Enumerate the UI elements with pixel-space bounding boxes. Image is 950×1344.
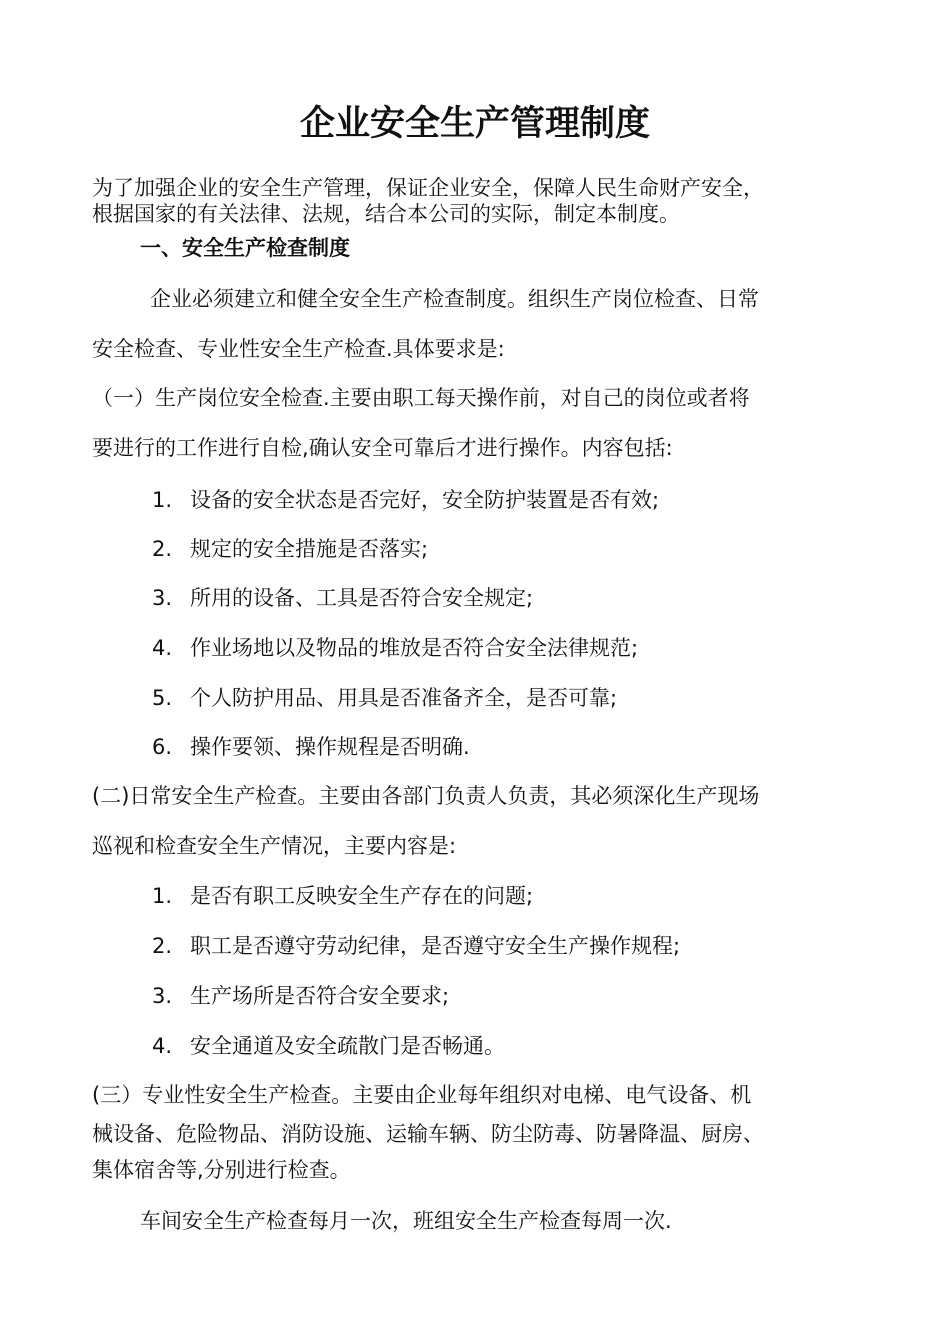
list-item [152, 485, 659, 515]
list-item [152, 881, 533, 911]
list-item-text: 生产场所是否符合安全要求; [190, 984, 450, 1008]
sub3-line-2: 械设备、危险物品、消防设施、运输车辆、防尘防毒、防暑降温、厨房、 [92, 1122, 764, 1146]
list-item-text: 作业场地以及物品的堆放是否符合安全法律规范; [190, 636, 639, 660]
list-item-text: 是否有职工反映安全生产存在的问题; [190, 884, 534, 908]
list-item-text: 规定的安全措施是否落实; [190, 537, 429, 561]
para-line-1: 企业必须建立和健全安全生产检查制度。组织生产岗位检查、日常 [150, 287, 759, 311]
list-item [152, 633, 638, 663]
list-item-text: 职工是否遵守劳动纪律，是否遵守安全生产操作规程; [190, 934, 681, 958]
list-item [152, 683, 617, 713]
list-item-text: 所用的设备、工具是否符合安全规定; [190, 586, 534, 610]
sub3-line-3: 集体宿舍等,分别进行检查。 [92, 1158, 351, 1182]
intro-line-1: 为了加强企业的安全生产管理，保证企业安全，保障人民生命财产安全， [92, 176, 764, 200]
sub1-line-2: 要进行的工作进行自检,确认安全可靠后才进行操作。内容包括: [92, 436, 673, 460]
list-item-text: 设备的安全状态是否完好，安全防护装置是否有效; [190, 488, 660, 512]
list-item-text: 安全通道及安全疏散门是否畅通。 [190, 1034, 505, 1058]
page-title: 企业安全生产管理制度 [299, 104, 650, 144]
list-item-number: 3. [152, 984, 173, 1008]
sub2-line-1: (二)日常安全生产检查。主要由各部门负责人负责，其必须深化生产现场 [92, 784, 760, 808]
list-item-text: 操作要领、操作规程是否明确. [190, 735, 470, 759]
list-item-text: 个人防护用品、用具是否准备齐全，是否可靠; [190, 686, 618, 710]
list-item-number: 5. [152, 686, 173, 710]
intro-line-2: 根据国家的有关法律、法规，结合本公司的实际，制定本制度。 [92, 202, 680, 226]
para-line-2: 安全检查、专业性安全生产检查.具体要求是: [92, 337, 505, 361]
list-item-number: 2. [152, 934, 173, 958]
list-item [152, 583, 533, 613]
list-item [152, 981, 449, 1011]
list-item-number: 2. [152, 537, 173, 561]
list-item [152, 732, 470, 762]
list-item-number: 3. [152, 586, 173, 610]
list-item-number: 4. [152, 1034, 173, 1058]
list-item-number: 1. [152, 488, 173, 512]
sub2-line-2: 巡视和检查安全生产情况，主要内容是: [92, 834, 457, 858]
list-item [152, 931, 680, 961]
list-item-number: 4. [152, 636, 173, 660]
list-item [152, 534, 428, 564]
list-item-number: 6. [152, 735, 173, 759]
sub1-line-1: （一）生产岗位安全检查.主要由职工每天操作前，对自己的岗位或者将 [92, 386, 750, 410]
sub3-line-1: (三）专业性安全生产检查。主要由企业每年组织对电梯、电气设备、机 [92, 1083, 752, 1107]
closing-line: 车间安全生产检查每月一次，班组安全生产检查每周一次. [140, 1209, 672, 1233]
list-item [152, 1031, 505, 1061]
section-heading: 一、安全生产检查制度 [140, 236, 350, 260]
list-item-number: 1. [152, 884, 173, 908]
